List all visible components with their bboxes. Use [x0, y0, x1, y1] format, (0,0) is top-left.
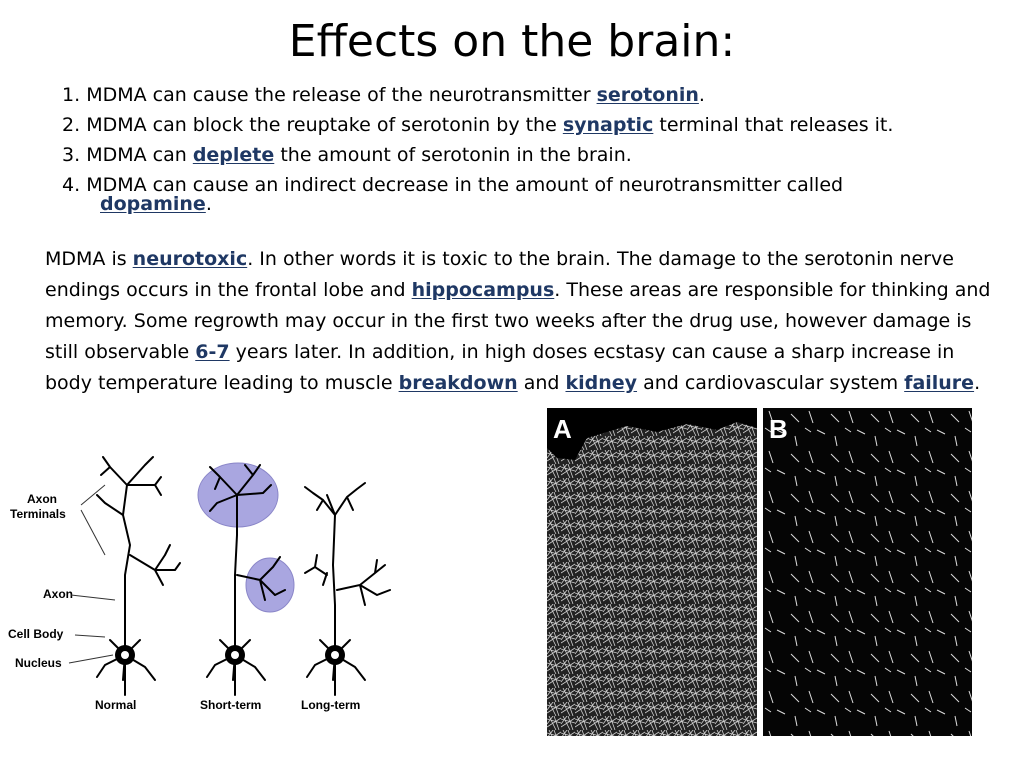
- damaged-terminal-highlight: [246, 558, 294, 612]
- term-years: 6-7: [195, 341, 230, 363]
- slide-title: Effects on the brain:: [288, 16, 736, 67]
- nucleus: [331, 651, 339, 659]
- neuron-diagram: [5, 455, 400, 720]
- term-deplete: deplete: [192, 144, 275, 166]
- panel-b-fibers: [763, 408, 972, 736]
- term-kidney: kidney: [565, 372, 638, 394]
- cell-body-label: Cell Body: [8, 627, 64, 641]
- panel-a-label: A: [553, 414, 572, 444]
- panel-b-label: B: [769, 414, 788, 444]
- term-hippocampus: hippocampus: [411, 279, 555, 301]
- term-neurotoxic: neurotoxic: [132, 248, 248, 270]
- caption-short-term: Short-term: [200, 698, 262, 712]
- caption-normal: Normal: [95, 698, 137, 712]
- list-item: 3. MDMA can deplete the amount of serotonin in the brain.: [62, 144, 632, 166]
- nucleus: [231, 651, 239, 659]
- body-paragraph: MDMA is neurotoxic. In other words it is toxic to the brain. The damage to the serotonin nerve endings occurs in the frontal lobe and hippocampus. These areas are responsible for thinking and memory. Some regrowth may occur in the first two weeks after the drug use, however damage is still observable 6-7 years later. In addition, in high doses ecstasy can cause a sharp increase in body temperature leading to muscle breakdown and kidney and cardiovascular system failure.: [45, 248, 991, 394]
- axon-terminals-label-2: Terminals: [10, 507, 66, 521]
- term-failure: failure: [904, 372, 975, 394]
- nucleus-label: Nucleus: [15, 656, 62, 670]
- term-synaptic: synaptic: [562, 114, 654, 136]
- micrograph-image: [547, 408, 972, 736]
- term-serotonin: serotonin: [596, 84, 699, 106]
- nucleus: [121, 651, 129, 659]
- panel-a-fibers: [547, 408, 757, 736]
- axon-label: Axon: [43, 587, 73, 601]
- term-dopamine: dopamine: [100, 193, 206, 215]
- caption-long-term: Long-term: [301, 698, 361, 712]
- axon-terminals-label: Axon: [27, 492, 57, 506]
- list-item: 2. MDMA can block the reuptake of serotonin by the synaptic terminal that releases it.: [62, 114, 894, 136]
- list-item: 4. MDMA can cause an indirect decrease in the amount of neurotransmitter called dopamine.: [62, 174, 844, 215]
- list-item: 1. MDMA can cause the release of the neurotransmitter serotonin.: [62, 84, 705, 106]
- term-breakdown: breakdown: [398, 372, 518, 394]
- key-points-list: [62, 80, 982, 214]
